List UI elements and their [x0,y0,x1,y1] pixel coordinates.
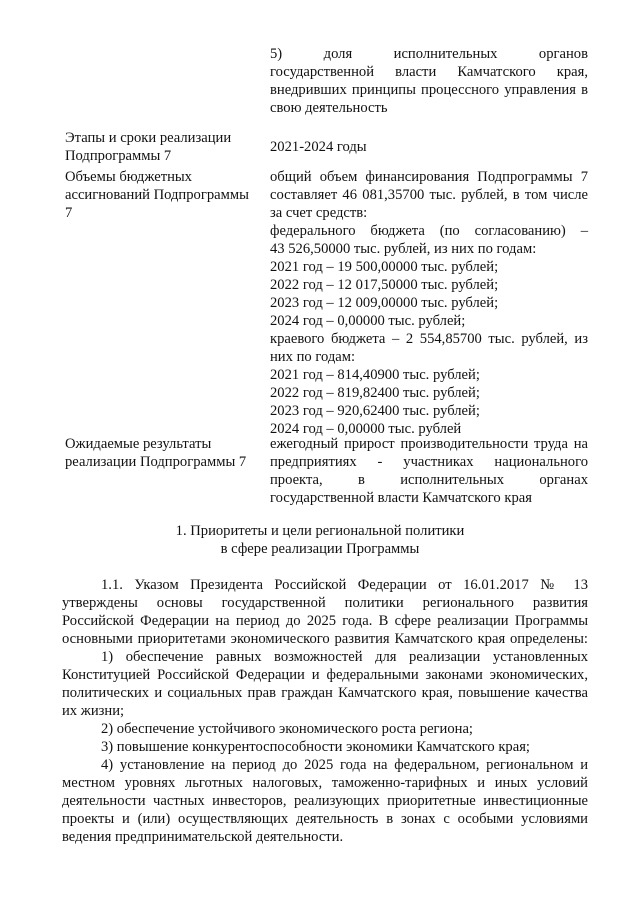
table-cell-text: 2021 год – 814,40900 тыс. рублей; [270,367,480,383]
body-line: 3) повышение конкурентоспособности экономики Камчатского края; [101,739,530,755]
table-cell-text: 2024 год – 0,00000 тыс. рублей; [270,313,466,329]
body-line: основными приоритетами экономического развития Камчатского края определены: [62,631,588,647]
table-cell-text: государственной власти Камчатского края, [270,64,588,80]
table-cell-text: ежегодный прирост производительности труда на [270,436,588,452]
table-cell-text: 2024 год – 0,00000 тыс. рублей [270,421,462,437]
table-cell-text: предприятиях - участниках национального [270,454,588,470]
table-row-label: Этапы и сроки реализации [65,130,232,146]
table-cell-text: 43 526,50000 тыс. рублей, из них по годам: [270,241,537,257]
body-line: проекты и (или) осуществляющих деятельность в зонах с особыми условиями [62,811,588,827]
table-cell-text: федерального бюджета (по согласованию) – [270,223,588,239]
table-cell-text: 2023 год – 920,62400 тыс. рублей; [270,403,480,419]
table-cell-text: проекта, в исполнительных органах [270,472,588,488]
table-cell-text: 2021-2024 годы [270,139,367,155]
table-cell-text: государственной власти Камчатского края [270,490,532,506]
body-line: Конституцией Российской Федерации и федеральными законами экономических, [62,667,588,683]
table-cell-text: 2022 год – 819,82400 тыс. рублей; [270,385,480,401]
body-line: 1) обеспечение равных возможностей для реализации установленных [101,649,588,665]
table-cell-text: краевого бюджета – 2 554,85700 тыс. рублей, из [270,331,588,347]
table-row-label: Ожидаемые результаты [65,436,212,452]
table-row-label: Подпрограммы 7 [65,148,172,164]
table-cell-text: 2021 год – 19 500,00000 тыс. рублей; [270,259,499,275]
body-line: местном уровнях льготных налоговых, таможенно-тарифных и иных условий [62,775,588,791]
table-cell-text: 2023 год – 12 009,00000 тыс. рублей; [270,295,499,311]
table-row-label: реализации Подпрограммы 7 [65,454,247,470]
table-row-label: Объемы бюджетных [65,169,192,185]
table-cell-text: за счет средств: [270,205,368,221]
body-line: политических и социальных прав граждан Камчатского края, повышение качества [62,685,588,701]
table-cell-text: составляет 46 081,35700 тыс. рублей, в том числе [270,187,588,203]
table-row-label: ассигнований Подпрограммы [65,187,249,203]
body-line: ведения предпринимательской деятельности. [62,829,344,845]
body-line: утверждены основы государственной политики регионального развития [62,595,588,611]
body-line: 1.1. Указом Президента Российской Федерации от 16.01.2017 № 13 [101,577,588,593]
table-cell-text: них по годам: [270,349,356,365]
body-line: деятельности частных инвесторов, реализующих приоритетные инвестиционные [62,793,588,809]
body-line: их жизни; [62,703,125,719]
table-row-label: 7 [65,205,73,221]
table-cell-text: 5) доля исполнительных органов [270,46,588,62]
body-line: 4) установление на период до 2025 года на федеральном, региональном и [101,757,588,773]
section-heading: 1. Приоритеты и цели региональной политики [175,523,465,539]
section-heading: в сфере реализации Программы [220,541,420,557]
table-cell-text: общий объем финансирования Подпрограммы 7 [270,169,588,185]
table-cell-text: свою деятельность [270,100,388,116]
table-cell-text: внедривших принципы процессного управления в [270,82,588,98]
body-line: Российской Федерации на период до 2025 года. В сфере реализации Программы [62,613,588,629]
body-line: 2) обеспечение устойчивого экономического роста региона; [101,721,473,737]
table-cell-text: 2022 год – 12 017,50000 тыс. рублей; [270,277,499,293]
